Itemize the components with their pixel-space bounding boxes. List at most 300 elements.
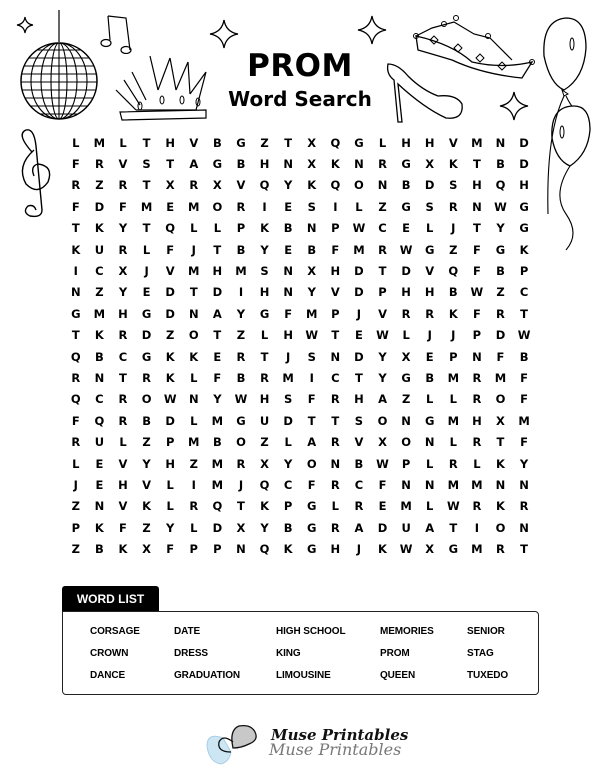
- grid-cell: K: [448, 157, 458, 172]
- grid-cell: T: [71, 221, 80, 236]
- grid-cell: H: [424, 285, 435, 300]
- grid-cell: L: [426, 499, 434, 514]
- grid-cell: F: [496, 349, 505, 364]
- word-list-item: TUXEDO: [467, 670, 509, 681]
- grid-cell: R: [189, 178, 199, 193]
- grid-cell: T: [331, 328, 340, 343]
- grid-cell: Z: [496, 285, 505, 300]
- grid-cell: B: [496, 264, 505, 279]
- grid-cell: H: [165, 135, 175, 150]
- grid-cell: C: [519, 285, 529, 300]
- grid-cell: K: [94, 221, 104, 236]
- grid-cell: F: [307, 477, 316, 492]
- grid-cell: M: [235, 264, 247, 279]
- grid-cell: E: [213, 349, 222, 364]
- grid-cell: T: [71, 328, 80, 343]
- grid-cell: L: [190, 413, 198, 428]
- word-list-item: LIMOUSINE: [276, 670, 331, 681]
- grid-cell: J: [451, 221, 456, 236]
- grid-cell: K: [378, 542, 387, 557]
- grid-cell: Z: [449, 242, 458, 257]
- grid-cell: W: [399, 242, 413, 257]
- grid-cell: D: [354, 285, 364, 300]
- grid-cell: H: [259, 285, 270, 300]
- grid-cell: C: [354, 477, 364, 492]
- grid-cell: R: [260, 370, 269, 385]
- grid-cell: R: [142, 370, 151, 385]
- grid-cell: Y: [378, 349, 387, 364]
- grid-cell: L: [284, 435, 292, 450]
- grid-cell: M: [211, 477, 224, 492]
- grid-cell: N: [401, 477, 411, 492]
- grid-cell: G: [424, 242, 435, 257]
- grid-cell: O: [141, 392, 152, 407]
- grid-cell: B: [496, 157, 505, 172]
- sparkle-icon: [356, 14, 388, 46]
- grid-cell: S: [425, 199, 434, 214]
- grid-cell: R: [519, 499, 529, 514]
- grid-cell: R: [496, 542, 505, 557]
- grid-cell: L: [473, 456, 481, 471]
- high-heel-icon: [384, 60, 464, 126]
- grid-cell: N: [519, 520, 529, 535]
- grid-cell: R: [330, 392, 340, 407]
- grid-cell: M: [447, 477, 460, 492]
- grid-cell: Y: [118, 221, 128, 236]
- grid-cell: Y: [283, 178, 293, 193]
- grid-cell: M: [306, 306, 318, 321]
- grid-cell: T: [166, 157, 175, 172]
- grid-cell: J: [73, 477, 78, 492]
- grid-cell: A: [189, 157, 199, 172]
- grid-cell: G: [236, 135, 246, 150]
- grid-cell: Q: [330, 178, 341, 193]
- grid-cell: G: [71, 306, 81, 321]
- grid-cell: E: [284, 199, 293, 214]
- grid-cell: R: [189, 499, 199, 514]
- grid-cell: D: [283, 413, 293, 428]
- grid-cell: L: [190, 520, 198, 535]
- grid-cell: Q: [259, 178, 270, 193]
- grid-cell: H: [259, 157, 270, 172]
- grid-cell: D: [354, 264, 364, 279]
- grid-cell: H: [283, 328, 293, 343]
- grid-cell: F: [331, 242, 340, 257]
- grid-cell: L: [72, 456, 80, 471]
- grid-cell: M: [471, 477, 483, 492]
- grid-cell: D: [377, 520, 388, 535]
- grid-cell: D: [519, 135, 529, 150]
- grid-cell: P: [165, 435, 175, 450]
- grid-cell: K: [94, 520, 104, 535]
- grid-cell: C: [378, 221, 387, 236]
- grid-cell: F: [472, 264, 481, 279]
- grid-cell: H: [424, 135, 435, 150]
- grid-cell: F: [71, 413, 80, 428]
- grid-cell: T: [260, 349, 269, 364]
- grid-cell: B: [307, 242, 317, 257]
- grid-cell: G: [307, 542, 317, 557]
- grid-cell: C: [331, 370, 340, 385]
- grid-cell: E: [425, 349, 434, 364]
- grid-cell: P: [71, 520, 81, 535]
- grid-cell: W: [352, 221, 366, 236]
- grid-cell: R: [118, 328, 128, 343]
- grid-cell: L: [426, 456, 434, 471]
- grid-cell: A: [425, 520, 435, 535]
- grid-cell: R: [378, 157, 387, 172]
- grid-cell: T: [213, 242, 222, 257]
- grid-cell: W: [470, 285, 484, 300]
- grid-cell: J: [356, 306, 362, 321]
- grid-cell: D: [212, 520, 223, 535]
- grid-cell: P: [378, 285, 387, 300]
- grid-cell: J: [238, 477, 244, 492]
- grid-cell: C: [95, 264, 104, 279]
- word-list-item: KING: [276, 648, 301, 659]
- grid-cell: Z: [95, 285, 104, 300]
- grid-cell: V: [236, 178, 246, 193]
- grid-cell: R: [71, 435, 81, 450]
- grid-cell: I: [262, 199, 267, 214]
- grid-cell: F: [378, 477, 387, 492]
- grid-cell: O: [306, 456, 317, 471]
- grid-cell: W: [376, 456, 389, 471]
- grid-cell: R: [330, 477, 340, 492]
- grid-cell: G: [519, 199, 529, 214]
- grid-cell: N: [495, 135, 506, 150]
- grid-cell: L: [72, 135, 80, 150]
- grid-cell: Y: [260, 242, 269, 257]
- grid-cell: T: [520, 542, 528, 557]
- grid-cell: M: [140, 199, 153, 214]
- grid-cell: L: [260, 328, 269, 343]
- grid-cell: T: [237, 499, 245, 514]
- grid-cell: O: [354, 178, 364, 193]
- grid-cell: V: [165, 264, 175, 279]
- grid-cell: J: [144, 264, 149, 279]
- grid-cell: I: [73, 264, 78, 279]
- grid-cell: L: [331, 499, 339, 514]
- grid-cell: K: [330, 157, 340, 172]
- grid-cell: M: [188, 199, 200, 214]
- grid-cell: T: [331, 413, 340, 428]
- grid-cell: K: [519, 242, 529, 257]
- grid-cell: J: [427, 328, 432, 343]
- grid-cell: F: [119, 520, 127, 535]
- grid-cell: T: [284, 135, 293, 150]
- grid-cell: F: [213, 370, 222, 385]
- grid-cell: E: [284, 242, 293, 257]
- grid-cell: F: [472, 306, 481, 321]
- grid-cell: Y: [283, 456, 293, 471]
- grid-cell: O: [188, 328, 199, 343]
- grid-cell: B: [95, 542, 104, 557]
- grid-cell: Q: [495, 178, 506, 193]
- grid-cell: B: [448, 285, 458, 300]
- grid-cell: G: [519, 221, 529, 236]
- page-title: PROM: [247, 48, 353, 84]
- word-list-item: SENIOR: [467, 626, 505, 637]
- grid-cell: P: [401, 456, 411, 471]
- grid-cell: L: [426, 392, 434, 407]
- grid-cell: T: [142, 221, 151, 236]
- grid-cell: V: [330, 285, 340, 300]
- grid-cell: M: [188, 264, 200, 279]
- grid-cell: N: [236, 542, 246, 557]
- grid-cell: P: [213, 542, 222, 557]
- grid-cell: N: [519, 477, 529, 492]
- grid-cell: L: [190, 221, 198, 236]
- grid-cell: N: [188, 306, 199, 321]
- grid-cell: X: [118, 264, 128, 279]
- word-list-item: HIGH SCHOOL: [276, 626, 346, 637]
- grid-cell: T: [119, 370, 127, 385]
- grid-cell: N: [472, 199, 482, 214]
- grid-cell: K: [165, 349, 175, 364]
- grid-cell: W: [399, 542, 413, 557]
- word-list-item: STAG: [467, 648, 494, 659]
- grid-cell: R: [496, 306, 505, 321]
- grid-cell: E: [95, 456, 104, 471]
- grid-cell: N: [94, 370, 105, 385]
- grid-cell: M: [471, 135, 483, 150]
- grid-cell: Y: [307, 285, 316, 300]
- grid-cell: X: [307, 157, 317, 172]
- logo-text-shadow: Muse Printables: [269, 740, 402, 759]
- grid-cell: O: [495, 392, 506, 407]
- grid-cell: X: [496, 413, 505, 428]
- grid-cell: O: [236, 435, 246, 450]
- grid-cell: K: [71, 242, 81, 257]
- grid-cell: B: [401, 178, 411, 193]
- grid-cell: K: [448, 306, 458, 321]
- grid-cell: R: [236, 349, 246, 364]
- grid-cell: Q: [212, 499, 223, 514]
- grid-cell: R: [401, 306, 411, 321]
- grid-cell: H: [519, 178, 529, 193]
- grid-cell: Z: [189, 456, 198, 471]
- grid-cell: H: [118, 477, 128, 492]
- grid-cell: L: [426, 221, 434, 236]
- grid-cell: H: [354, 392, 364, 407]
- grid-cell: D: [212, 285, 223, 300]
- grid-cell: E: [142, 285, 151, 300]
- grid-cell: P: [189, 542, 198, 557]
- grid-cell: X: [260, 456, 269, 471]
- grid-cell: B: [212, 435, 222, 450]
- grid-cell: B: [283, 221, 293, 236]
- grid-cell: T: [496, 435, 505, 450]
- grid-cell: M: [447, 370, 460, 385]
- grid-cell: A: [378, 392, 387, 407]
- grid-cell: N: [377, 178, 388, 193]
- grid-cell: A: [307, 435, 317, 450]
- grid-cell: V: [425, 264, 435, 279]
- grid-cell: R: [330, 435, 340, 450]
- grid-cell: W: [376, 328, 389, 343]
- grid-cell: Q: [259, 477, 270, 492]
- grid-cell: L: [355, 199, 363, 214]
- grid-cell: N: [283, 157, 293, 172]
- grid-cell: L: [142, 242, 151, 257]
- grid-cell: P: [331, 306, 340, 321]
- grid-cell: Y: [142, 456, 151, 471]
- grid-cell: U: [259, 413, 270, 428]
- grid-cell: D: [519, 157, 529, 172]
- grid-cell: T: [378, 264, 387, 279]
- grid-cell: R: [472, 370, 482, 385]
- grid-cell: T: [142, 135, 151, 150]
- grid-cell: K: [283, 542, 293, 557]
- balloons-icon: [536, 14, 596, 254]
- grid-cell: V: [142, 477, 152, 492]
- grid-cell: M: [353, 242, 365, 257]
- grid-cell: T: [520, 306, 528, 321]
- grid-cell: R: [354, 499, 364, 514]
- grid-cell: T: [472, 157, 481, 172]
- grid-cell: X: [425, 157, 435, 172]
- grid-cell: R: [472, 392, 482, 407]
- grid-cell: H: [330, 264, 341, 279]
- grid-cell: E: [378, 499, 387, 514]
- grid-cell: N: [188, 392, 199, 407]
- grid-cell: G: [212, 157, 223, 172]
- grid-cell: A: [354, 520, 364, 535]
- grid-cell: N: [283, 285, 293, 300]
- grid-cell: R: [472, 435, 482, 450]
- grid-cell: G: [307, 499, 317, 514]
- grid-cell: B: [236, 370, 246, 385]
- grid-cell: G: [401, 157, 411, 172]
- grid-cell: W: [446, 499, 460, 514]
- grid-cell: Q: [330, 135, 341, 150]
- grid-cell: H: [401, 285, 411, 300]
- grid-cell: K: [496, 456, 505, 471]
- grid-cell: F: [119, 199, 127, 214]
- grid-cell: N: [472, 349, 482, 364]
- grid-cell: G: [448, 542, 459, 557]
- word-list-item: DRESS: [174, 648, 208, 659]
- grid-cell: T: [142, 178, 151, 193]
- grid-cell: R: [472, 499, 482, 514]
- grid-cell: J: [191, 242, 196, 257]
- treble-clef-icon: [12, 126, 58, 218]
- grid-cell: L: [166, 499, 174, 514]
- grid-cell: M: [447, 413, 460, 428]
- grid-cell: D: [354, 349, 364, 364]
- grid-cell: B: [95, 349, 104, 364]
- grid-cell: I: [333, 199, 338, 214]
- grid-cell: P: [449, 349, 458, 364]
- grid-cell: H: [472, 178, 482, 193]
- grid-cell: M: [188, 435, 200, 450]
- muse-printables-logo: [203, 720, 409, 770]
- grid-cell: F: [520, 392, 528, 407]
- grid-cell: Q: [165, 221, 176, 236]
- word-list-box: [62, 611, 539, 695]
- grid-cell: J: [286, 349, 291, 364]
- grid-cell: P: [331, 221, 340, 236]
- grid-cell: N: [424, 477, 435, 492]
- grid-cell: Y: [260, 520, 269, 535]
- grid-cell: N: [401, 413, 411, 428]
- grid-cell: R: [118, 178, 128, 193]
- grid-cell: B: [283, 520, 293, 535]
- grid-cell: T: [213, 328, 222, 343]
- grid-cell: Z: [166, 328, 175, 343]
- grid-cell: Q: [94, 413, 105, 428]
- grid-cell: I: [191, 477, 196, 492]
- music-note-icon: [100, 12, 136, 54]
- page-subtitle: Word Search: [228, 87, 372, 111]
- grid-cell: M: [400, 499, 412, 514]
- grid-cell: R: [330, 520, 340, 535]
- grid-cell: R: [118, 392, 128, 407]
- grid-cell: X: [212, 178, 222, 193]
- grid-cell: B: [519, 349, 529, 364]
- grid-cell: B: [142, 413, 151, 428]
- grid-cell: R: [448, 199, 458, 214]
- grid-cell: F: [71, 157, 80, 172]
- grid-cell: X: [236, 520, 246, 535]
- grid-cell: Q: [70, 392, 81, 407]
- grid-cell: Z: [71, 499, 80, 514]
- grid-cell: V: [448, 135, 458, 150]
- grid-cell: Y: [213, 392, 222, 407]
- grid-cell: W: [305, 328, 319, 343]
- grid-cell: C: [95, 392, 104, 407]
- grid-cell: K: [142, 499, 152, 514]
- grid-cell: K: [496, 499, 505, 514]
- grid-cell: V: [118, 456, 128, 471]
- grid-cell: R: [118, 413, 128, 428]
- grid-cell: R: [94, 157, 104, 172]
- grid-cell: H: [118, 306, 128, 321]
- grid-cell: F: [520, 435, 528, 450]
- grid-cell: K: [118, 542, 128, 557]
- grid-cell: P: [472, 328, 482, 343]
- grid-cell: D: [401, 264, 411, 279]
- grid-cell: D: [165, 413, 175, 428]
- grid-cell: Y: [166, 520, 175, 535]
- word-list-item: CORSAGE: [90, 626, 140, 637]
- grid-cell: Z: [260, 135, 269, 150]
- grid-cell: E: [354, 328, 363, 343]
- grid-cell: R: [118, 242, 128, 257]
- grid-cell: F: [520, 370, 528, 385]
- grid-cell: T: [354, 370, 363, 385]
- grid-cell: Y: [496, 221, 505, 236]
- grid-cell: X: [307, 135, 317, 150]
- grid-cell: X: [378, 435, 387, 450]
- grid-cell: D: [165, 285, 175, 300]
- grid-cell: R: [236, 199, 246, 214]
- grid-cell: T: [189, 285, 198, 300]
- grid-cell: Z: [71, 542, 80, 557]
- grid-cell: E: [402, 221, 411, 236]
- title-block: [200, 48, 400, 112]
- grid-cell: X: [425, 542, 435, 557]
- grid-cell: R: [425, 306, 435, 321]
- logo-text: Muse Printables: [271, 726, 409, 744]
- grid-cell: M: [282, 370, 294, 385]
- grid-cell: N: [354, 157, 364, 172]
- grid-cell: C: [118, 349, 128, 364]
- grid-cell: M: [518, 413, 530, 428]
- grid-cell: T: [449, 520, 458, 535]
- word-list-item: PROM: [380, 648, 410, 659]
